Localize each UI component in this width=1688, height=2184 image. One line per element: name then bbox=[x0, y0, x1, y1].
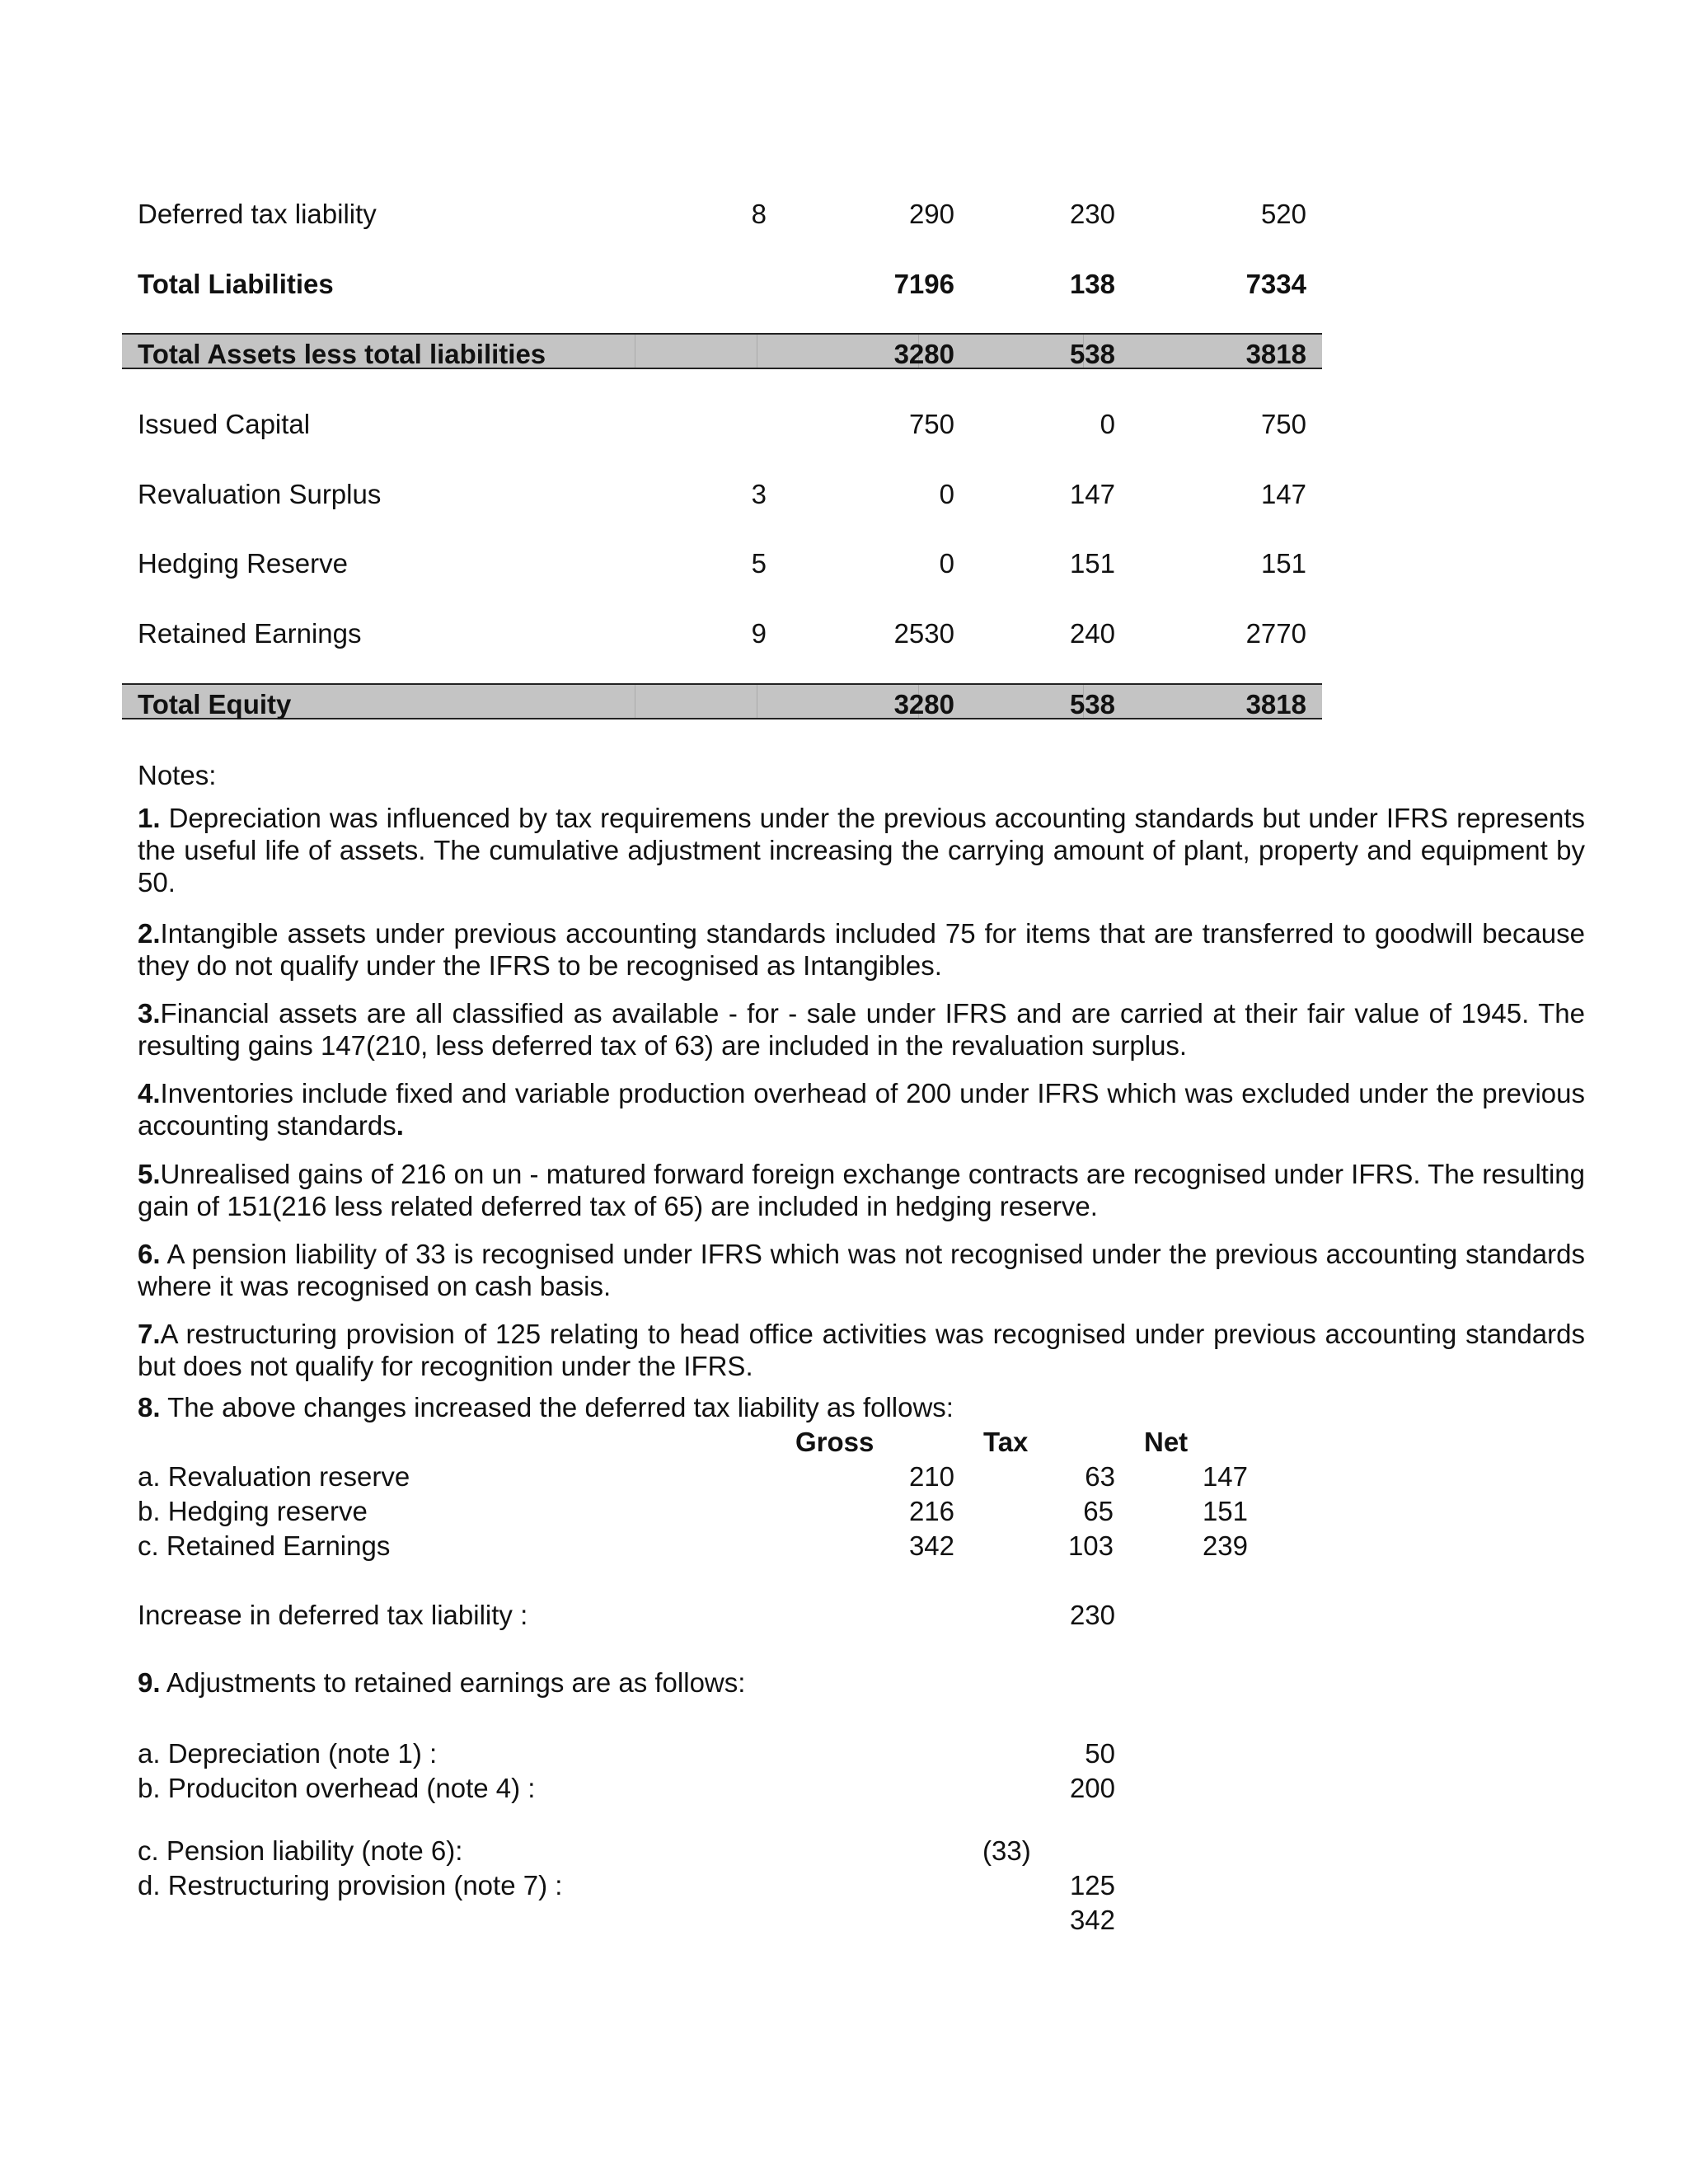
cell-tax: 103 bbox=[1067, 1530, 1114, 1561]
row-value-previous: 750 bbox=[908, 409, 954, 439]
increase-value: 230 bbox=[1069, 1600, 1115, 1630]
cell-tax: 63 bbox=[1085, 1461, 1115, 1492]
adjustment-label: c. Pension liability (note 6): bbox=[138, 1835, 463, 1866]
adjustment-value: 125 bbox=[1069, 1870, 1115, 1900]
row-label: Revaluation Surplus bbox=[138, 479, 382, 509]
row-value-ifrs: 750 bbox=[1260, 409, 1306, 439]
note-9-heading: 9. Adjustments to retained earnings are as follows: bbox=[138, 1667, 746, 1698]
row-note-ref: 8 bbox=[751, 199, 767, 229]
row-note-ref: 5 bbox=[751, 548, 767, 579]
note-7: 7.A restructuring provision of 125 relating to head office activities was recognised under previous accounting standards but does not qualify for recognition under the IFRS. bbox=[138, 1319, 1585, 1381]
row-value-effect: 230 bbox=[1069, 199, 1115, 229]
adjustment-value: 50 bbox=[1085, 1738, 1115, 1769]
adjustment-label: b. Produciton overhead (note 4) : bbox=[138, 1773, 536, 1803]
row-value-previous: 290 bbox=[908, 199, 954, 229]
cell-net: 147 bbox=[1202, 1461, 1248, 1492]
row-value-effect: 151 bbox=[1069, 548, 1115, 579]
cell-net: 151 bbox=[1202, 1496, 1248, 1526]
header-gross: Gross bbox=[795, 1427, 874, 1457]
row-value-ifrs: 3818 bbox=[1245, 689, 1306, 719]
row-label: Issued Capital bbox=[138, 409, 311, 439]
row-value-ifrs: 520 bbox=[1260, 199, 1306, 229]
cell-gross: 216 bbox=[908, 1496, 954, 1526]
row-value-ifrs: 7334 bbox=[1245, 269, 1306, 299]
row-value-effect: 240 bbox=[1069, 618, 1115, 649]
row-label: Hedging Reserve bbox=[138, 548, 348, 579]
note-2: 2.Intangible assets under previous accounting standards included 75 for items that are transferred to goodwill because they do not qualify under the IFRS to be recognised as Intangibles. bbox=[138, 918, 1585, 981]
cell-gross: 210 bbox=[908, 1461, 954, 1492]
row-value-effect: 538 bbox=[1069, 339, 1115, 369]
note-5: 5.Unrealised gains of 216 on un - matured forward foreign exchange contracts are recognised under IFRS. The resulting gain of 151(216 less related deferred tax of 65) are included in hedging reserve. bbox=[138, 1159, 1585, 1221]
row-label: Total Equity bbox=[138, 689, 292, 719]
row-value-ifrs: 2770 bbox=[1245, 618, 1306, 649]
cell-net: 239 bbox=[1202, 1530, 1248, 1561]
row-value-effect: 138 bbox=[1069, 269, 1115, 299]
row-note-ref: 9 bbox=[751, 618, 767, 649]
row-value-previous: 0 bbox=[939, 479, 954, 509]
row-value-previous: 3280 bbox=[893, 339, 954, 369]
table-row-label: a. Revaluation reserve bbox=[138, 1461, 410, 1492]
row-note-ref: 3 bbox=[751, 479, 767, 509]
row-value-effect: 538 bbox=[1069, 689, 1115, 719]
header-tax: Tax bbox=[983, 1427, 1029, 1457]
row-label: Retained Earnings bbox=[138, 618, 362, 649]
note-3: 3.Financial assets are all classified as available - for - sale under IFRS and are carried at their fair value of 1945. The resulting gains 147(210, less deferred tax of 63) are included in the revaluation surplus. bbox=[138, 998, 1585, 1061]
row-label: Deferred tax liability bbox=[138, 199, 377, 229]
notes-heading: Notes: bbox=[138, 760, 217, 790]
adjustment-value: 200 bbox=[1069, 1773, 1115, 1803]
row-value-effect: 147 bbox=[1069, 479, 1115, 509]
row-label: Total Liabilities bbox=[138, 269, 334, 299]
row-value-effect: 0 bbox=[1100, 409, 1115, 439]
adjustment-total: 342 bbox=[1069, 1905, 1115, 1935]
note-6: 6. A pension liability of 33 is recognised under IFRS which was not recognised under the previous accounting standards where it was recognised on cash basis. bbox=[138, 1239, 1585, 1301]
adjustment-value: (33) bbox=[982, 1835, 1031, 1866]
table-row-label: b. Hedging reserve bbox=[138, 1496, 368, 1526]
row-value-previous: 2530 bbox=[893, 618, 954, 649]
cell-tax: 65 bbox=[1083, 1496, 1114, 1526]
row-value-ifrs: 3818 bbox=[1245, 339, 1306, 369]
row-value-ifrs: 147 bbox=[1260, 479, 1306, 509]
increase-label: Increase in deferred tax liability : bbox=[138, 1600, 528, 1630]
row-label: Total Assets less total liabilities bbox=[138, 339, 546, 369]
adjustment-label: d. Restructuring provision (note 7) : bbox=[138, 1870, 563, 1900]
adjustment-label: a. Depreciation (note 1) : bbox=[138, 1738, 438, 1769]
row-value-ifrs: 151 bbox=[1260, 548, 1306, 579]
row-value-previous: 0 bbox=[939, 548, 954, 579]
total-band bbox=[122, 683, 1322, 719]
table-row-label: c. Retained Earnings bbox=[138, 1530, 391, 1561]
row-value-previous: 7196 bbox=[893, 269, 954, 299]
note-4: 4.Inventories include fixed and variable production overhead of 200 under IFRS which was excluded under the previous accounting standards. bbox=[138, 1078, 1585, 1141]
cell-gross: 342 bbox=[908, 1530, 954, 1561]
header-net: Net bbox=[1144, 1427, 1189, 1457]
note-1: 1. Depreciation was influenced by tax requiremens under the previous accounting standards but under IFRS represents the useful life of assets. The cumulative adjustment increasing the carrying amount of plant, property and equipment by 50. bbox=[138, 803, 1585, 898]
note-8: 8. The above changes increased the deferred tax liability as follows: bbox=[138, 1392, 954, 1422]
row-value-previous: 3280 bbox=[893, 689, 954, 719]
